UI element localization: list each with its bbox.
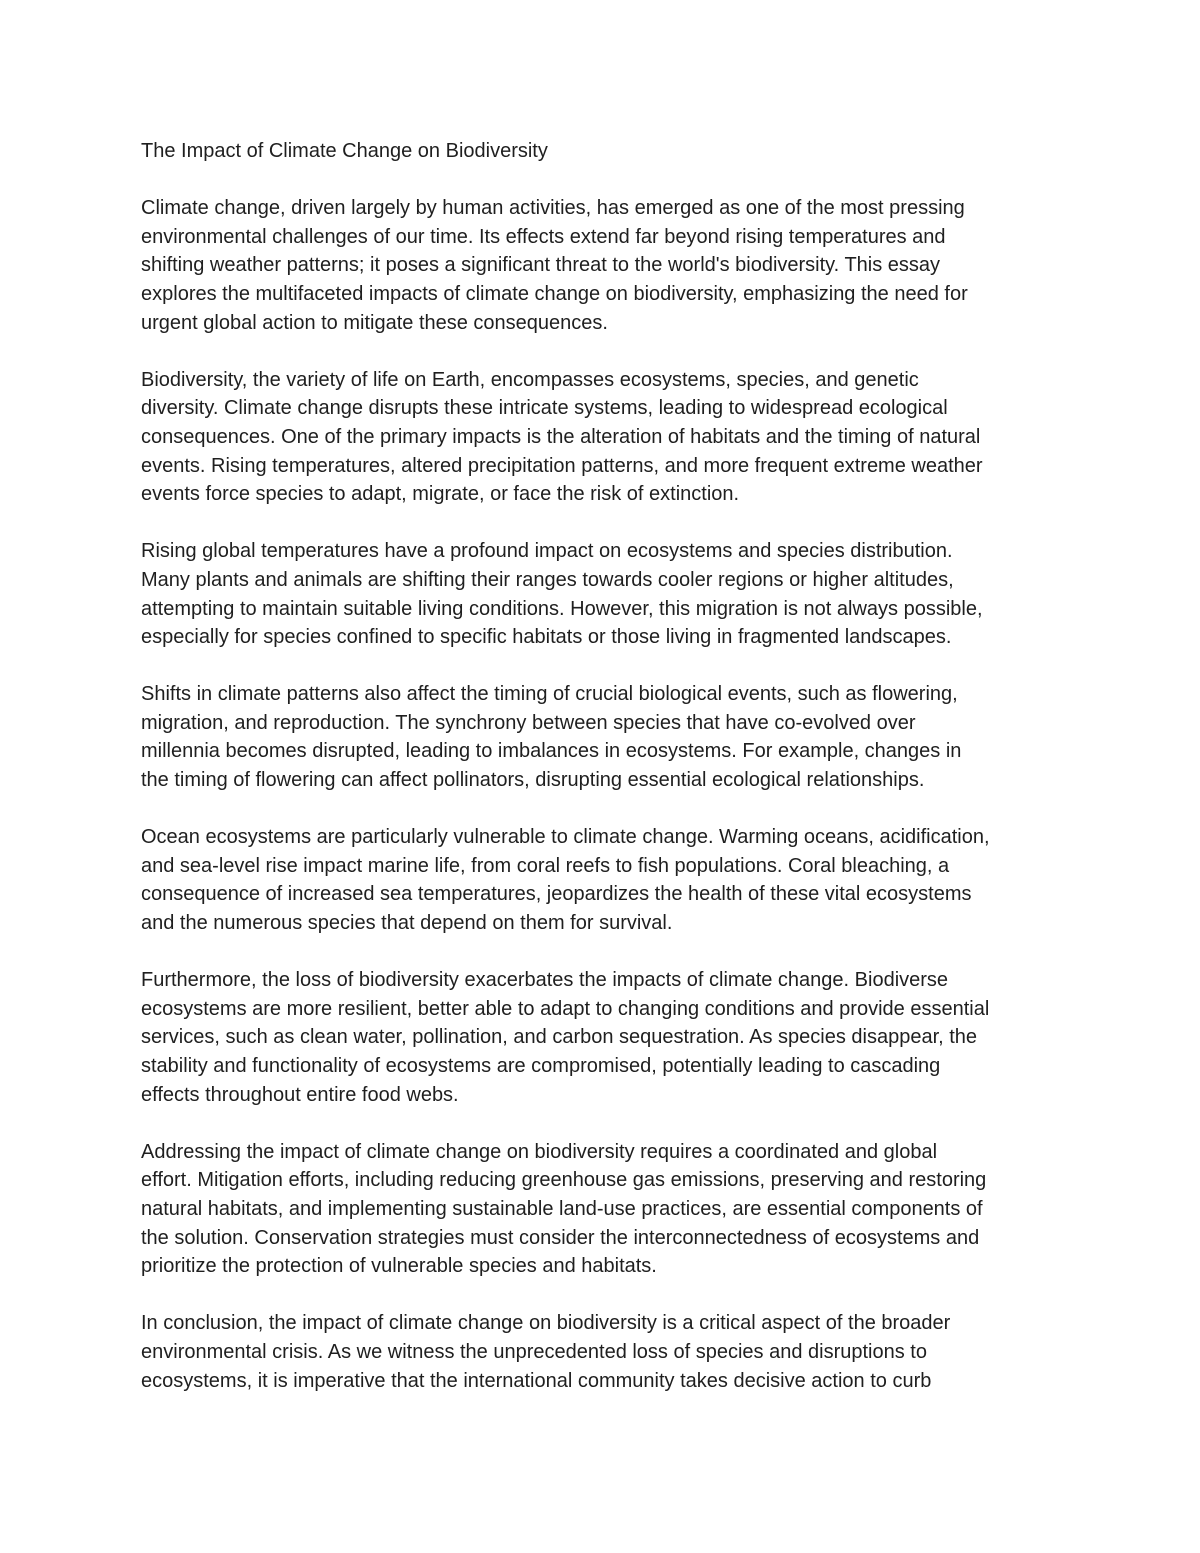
text-line: environmental challenges of our time. Its effects extend far beyond rising temperatures and	[141, 225, 946, 248]
paragraph	[141, 1138, 1070, 1281]
text-line: In conclusion, the impact of climate change on biodiversity is a critical aspect of the broader	[141, 1312, 951, 1335]
text-line: natural habitats, and implementing sustainable land-use practices, are essential components of	[141, 1197, 983, 1220]
text-line: and the numerous species that depend on them for survival.	[141, 912, 673, 935]
paragraph	[141, 966, 1070, 1109]
text-line: stability and functionality of ecosystems are compromised, potentially leading to cascading	[141, 1055, 941, 1077]
text-line: shifting weather patterns; it poses a significant threat to the world's biodiversity. This essay	[141, 254, 941, 277]
text-line: effects throughout entire food webs.	[141, 1083, 459, 1106]
paragraph	[141, 366, 1070, 509]
paragraph	[141, 194, 1070, 337]
text-line: Rising global temperatures have a profound impact on ecosystems and species distribution.	[141, 540, 953, 563]
document-title: The Impact of Climate Change on Biodiversity	[141, 140, 548, 162]
text-line: diversity. Climate change disrupts these intricate systems, leading to widespread ecological	[141, 397, 948, 420]
text-line: prioritize the protection of vulnerable species and habitats.	[141, 1255, 657, 1278]
text-line: consequences. One of the primary impacts is the alteration of habitats and the timing of natural	[141, 425, 981, 448]
paragraph	[141, 823, 1070, 937]
paragraph	[141, 537, 1070, 651]
text-line: consequence of increased sea temperatures, jeopardizes the health of these vital ecosystems	[141, 883, 972, 906]
paragraph	[141, 680, 1070, 794]
text-line: Biodiversity, the variety of life on Earth, encompasses ecosystems, species, and genetic	[141, 368, 919, 391]
text-line: and sea-level rise impact marine life, from coral reefs to fish populations. Coral bleaching, a	[141, 854, 950, 877]
text-line: Shifts in climate patterns also affect the timing of crucial biological events, such as flowering,	[141, 683, 958, 706]
text-line: explores the multifaceted impacts of climate change on biodiversity, emphasizing the need for	[141, 282, 968, 305]
text-line: effort. Mitigation efforts, including reducing greenhouse gas emissions, preserving and restoring	[141, 1169, 987, 1192]
text-line: urgent global action to mitigate these consequences.	[141, 311, 608, 334]
text-line: events force species to adapt, migrate, or face the risk of extinction.	[141, 483, 740, 506]
paragraph	[141, 1309, 1070, 1395]
text-line: Ocean ecosystems are particularly vulnerable to climate change. Warming oceans, acidification,	[141, 826, 990, 849]
text-line: ecosystems, it is imperative that the international community takes decisive action to curb	[141, 1369, 932, 1392]
text-line: Climate change, driven largely by human activities, has emerged as one of the most pressing	[141, 197, 965, 220]
text-line: Furthermore, the loss of biodiversity exacerbates the impacts of climate change. Biodiverse	[141, 969, 949, 992]
text-line: services, such as clean water, pollination, and carbon sequestration. As species disappear, the	[141, 1026, 978, 1049]
text-line: attempting to maintain suitable living conditions. However, this migration is not always possible,	[141, 597, 983, 620]
text-line: millennia becomes disrupted, leading to imbalances in ecosystems. For example, changes in	[141, 740, 962, 763]
text-line: environmental crisis. As we witness the unprecedented loss of species and disruptions to	[141, 1340, 927, 1363]
text-line: the timing of flowering can affect pollinators, disrupting essential ecological relationships.	[141, 769, 925, 792]
text-line: ecosystems are more resilient, better able to adapt to changing conditions and provide essential	[141, 997, 990, 1020]
text-line: Addressing the impact of climate change on biodiversity requires a coordinated and global	[141, 1140, 938, 1163]
text-line: events. Rising temperatures, altered precipitation patterns, and more frequent extreme weather	[141, 454, 983, 477]
text-line: Many plants and animals are shifting their ranges towards cooler regions or higher altitudes,	[141, 568, 954, 591]
text-line: migration, and reproduction. The synchrony between species that have co-evolved over	[141, 711, 916, 734]
text-line: the solution. Conservation strategies must consider the interconnectedness of ecosystems and	[141, 1226, 980, 1249]
text-line: especially for species confined to specific habitats or those living in fragmented landscapes.	[141, 626, 952, 649]
document-body	[141, 194, 1070, 1395]
